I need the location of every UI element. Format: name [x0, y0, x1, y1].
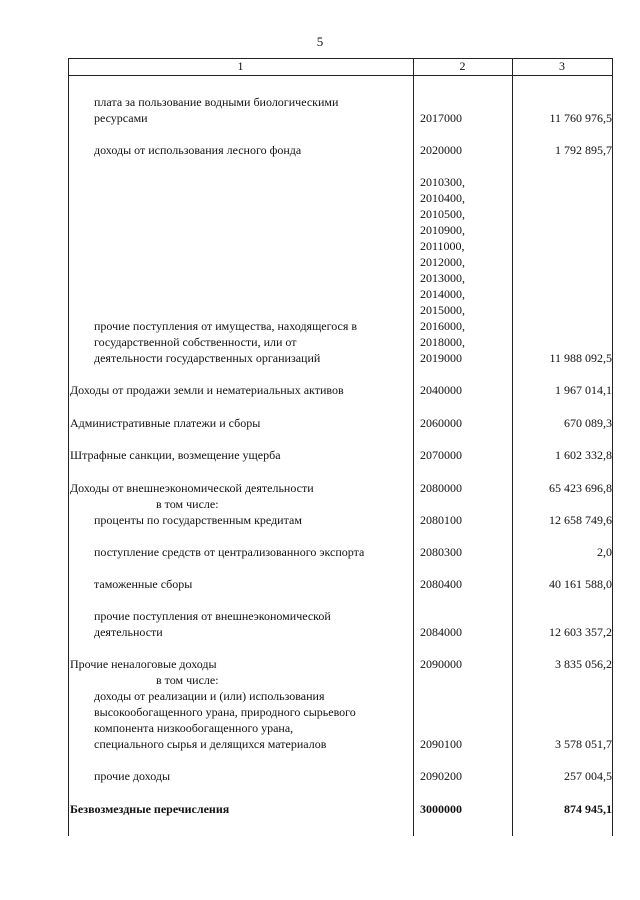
col-border-left [68, 58, 69, 836]
row-name: поступление средств от централизованного экспорта [94, 545, 365, 559]
row-code: 2080400 [420, 577, 462, 591]
row-code: 2060000 [420, 416, 462, 430]
row-name: Доходы от продажи земли и нематериальных активов [70, 383, 344, 397]
row-value: 257 004,5 [564, 769, 612, 783]
row-value: 2,0 [597, 545, 612, 559]
in-that-number-label: в том числе: [156, 497, 219, 511]
row-code: 2080100 [420, 513, 462, 527]
row-name: Штрафные санкции, возмещение ущерба [70, 448, 281, 462]
row-name: доходы от реализации и (или) использования высокообогащенного урана, природного сырьевого компонента низкообогащенного урана, специального сырья и делящихся материалов [94, 689, 356, 751]
header-col-1: 1 [237, 59, 244, 73]
row-value: 1 792 895,7 [555, 143, 612, 157]
header-col-2: 2 [459, 59, 466, 73]
row-code: 2020000 [420, 143, 462, 157]
row-code: 2090200 [420, 769, 462, 783]
in-that-number-label: в том числе: [156, 673, 219, 687]
row-name: прочие поступления от имущества, находящегося в государственной собственности, или от деятельности государственных организаций [94, 319, 358, 365]
row-code: 2080000 [420, 481, 462, 495]
header-col-3: 3 [559, 59, 565, 73]
row-value: 12 658 749,6 [549, 513, 612, 527]
row-code: 2090100 [420, 737, 462, 751]
row-value: 11 988 092,5 [549, 351, 612, 365]
row-name: прочие поступления от внешнеэкономической деятельности [94, 609, 331, 639]
revenue-table [68, 58, 613, 836]
row-name: прочие доходы [94, 769, 171, 783]
row-name: доходы от использования лесного фонда [94, 143, 302, 157]
row-code: 2040000 [420, 383, 462, 397]
row-value: 3 578 051,7 [555, 737, 612, 751]
row-code: 2090000 [420, 657, 462, 671]
row-value: 670 089,3 [564, 416, 612, 430]
row-code-list: 2010300, 2010400, 2010500, 2010900, 2011000, 2012000, 2013000, 2014000, 2015000, 2016000, 2018000, 2019000 [420, 175, 465, 365]
row-value: 874 945,1 [564, 802, 612, 816]
col-border-right [612, 58, 613, 836]
row-value: 11 760 976,5 [549, 111, 612, 125]
row-name: Доходы от внешнеэкономической деятельности в том числе: [70, 480, 412, 512]
row-name: плата за пользование водными биологическими ресурсами [94, 95, 339, 125]
row-value: 1 967 014,1 [555, 383, 612, 397]
row-name: Безвозмездные перечисления [70, 802, 230, 816]
row-code: 3000000 [420, 802, 462, 816]
row-name: Прочие неналоговые доходы в том числе: [70, 656, 412, 688]
row-name: проценты по государственным кредитам [94, 513, 302, 527]
row-code: 2070000 [420, 448, 462, 462]
row-value: 65 423 696,8 [549, 481, 612, 495]
row-value: 1 602 332,8 [555, 448, 612, 462]
header-bottom-border [68, 75, 613, 76]
row-name: Административные платежи и сборы [70, 416, 261, 430]
row-code: 2084000 [420, 625, 462, 639]
page-number: 5 [316, 34, 324, 49]
row-value: 12 603 357,2 [549, 625, 612, 639]
row-value: 40 161 588,0 [549, 577, 612, 591]
row-name: таможенные сборы [94, 577, 193, 591]
row-code: 2080300 [420, 545, 462, 559]
row-code: 2017000 [420, 111, 462, 125]
row-value: 3 835 056,2 [555, 657, 612, 671]
